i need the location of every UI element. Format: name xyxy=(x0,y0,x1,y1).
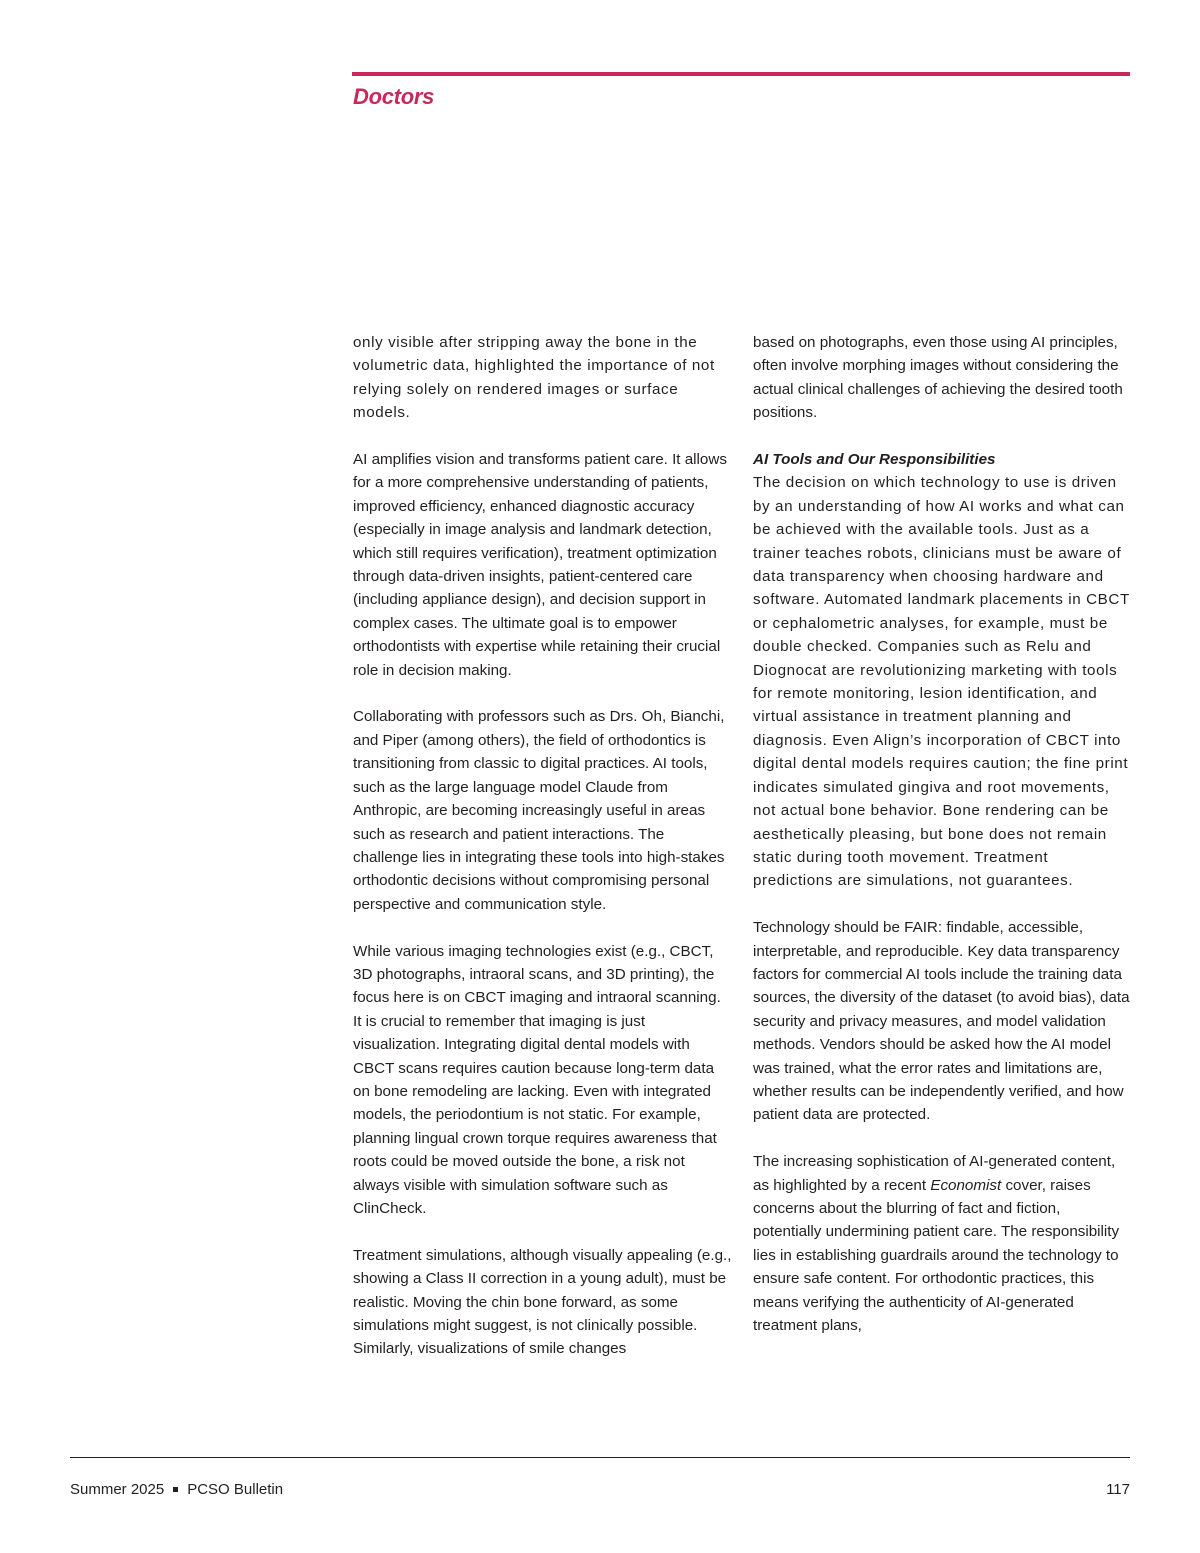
footer-rule xyxy=(70,1457,1130,1458)
right-paragraph-1: based on photographs, even those using AI principles, often involve morphing images without considering the actual clinical challenges of achieving the desired tooth positions. xyxy=(753,334,1123,422)
bullet-separator-icon xyxy=(173,1487,178,1492)
left-column xyxy=(353,331,733,1361)
right-paragraph-4-end: cover, raises concerns about the blurring of fact and fiction, potentially undermining patient care. The responsibility lies in establishing guardrails around the technology to ensure safe content. For orthodontic practices, this means verifying the authenticity of AI-generated treatment plans, xyxy=(753,1176,1120,1335)
left-paragraph-1: only visible after stripping away the bone in the volumetric data, highlighted the importance of not relying solely on rendered images or surface models. xyxy=(353,334,715,422)
magazine-title: Economist xyxy=(930,1176,1002,1194)
right-column xyxy=(753,331,1131,1337)
left-paragraph-3: Collaborating with professors such as Drs. Oh, Bianchi, and Piper (among others), the field of orthodontics is transitioning from classic to digital practices. AI tools, such as the large language model Claude from Anthropic, are becoming increasingly useful in areas such as research and patient interactions. The challenge lies in integrating these tools into high-stakes orthodontic decisions without compromising personal perspective and communication style. xyxy=(353,708,725,913)
section-title: Doctors xyxy=(353,84,435,109)
right-paragraph-4-start: The increasing sophistication of AI-generated content, as highlighted by a recent xyxy=(753,1153,1116,1194)
page-number: 117 xyxy=(1106,1481,1130,1498)
footer-issue: Summer 2025 xyxy=(70,1481,165,1498)
left-paragraph-4: While various imaging technologies exist (e.g., CBCT, 3D photographs, intraoral scans, and 3D printing), the focus here is on CBCT imaging and intraoral scanning. It is crucial to remember that imaging is just visualization. Integrating digital dental models with CBCT scans requires caution because long-term data on bone remodeling are lacking. Even with integrated models, the periodontium is not static. For example, planning lingual crown torque requires awareness that roots could be moved outside the bone, a risk not always visible with simulation software such as ClinCheck. xyxy=(353,942,721,1217)
right-paragraph-3: Technology should be FAIR: findable, accessible, interpretable, and reproducible. Key data transparency factors for commercial AI tools include the training data sources, the diversity of the dataset (to avoid bias), data security and privacy measures, and model validation methods. Vendors should be asked how the AI model was trained, what the error rates and limitations are, whether results can be independently verified, and how patient data are protected. xyxy=(753,919,1130,1124)
header-rule xyxy=(352,72,1130,76)
footer-publication: PCSO Bulletin xyxy=(187,1481,284,1498)
left-paragraph-5: Treatment simulations, although visually appealing (e.g., showing a Class II correction in a young adult), must be realistic. Moving the chin bone forward, as some simulations might suggest, is not clinically possible. Similarly, visualizations of smile changes xyxy=(353,1246,732,1358)
subheading: AI Tools and Our Responsibilities xyxy=(753,451,996,469)
right-paragraph-2: The decision on which technology to use is driven by an understanding of how AI works and what can be achieved with the available tools. Just as a trainer teaches robots, clinicians must be aware of data transparency when choosing hardware and software. Automated landmark placements in CBCT or cephalometric analyses, for example, must be double checked. Companies such as Relu and Diognocat are revolutionizing marketing with tools for remote monitoring, lesion identification, and virtual assistance in treatment planning and diagnosis. Even Align’s incorporation of CBCT into digital dental models requires caution; the fine print indicates simulated gingiva and root movements, not actual bone behavior. Bone rendering can be aesthetically pleasing, but bone does not remain static during tooth movement. Treatment predictions are simulations, not guarantees. xyxy=(753,474,1130,890)
left-paragraph-2: AI amplifies vision and transforms patient care. It allows for a more comprehensive understanding of patients, improved efficiency, enhanced diagnostic accuracy (especially in image analysis and landmark detection, which still requires verification), treatment optimization through data-driven insights, patient-centered care (including appliance design), and decision support in complex cases. The ultimate goal is to empower orthodontists with expertise while retaining their crucial role in decision making. xyxy=(353,451,727,679)
footer-info xyxy=(70,1481,283,1498)
right-paragraph-4 xyxy=(753,1150,1131,1337)
